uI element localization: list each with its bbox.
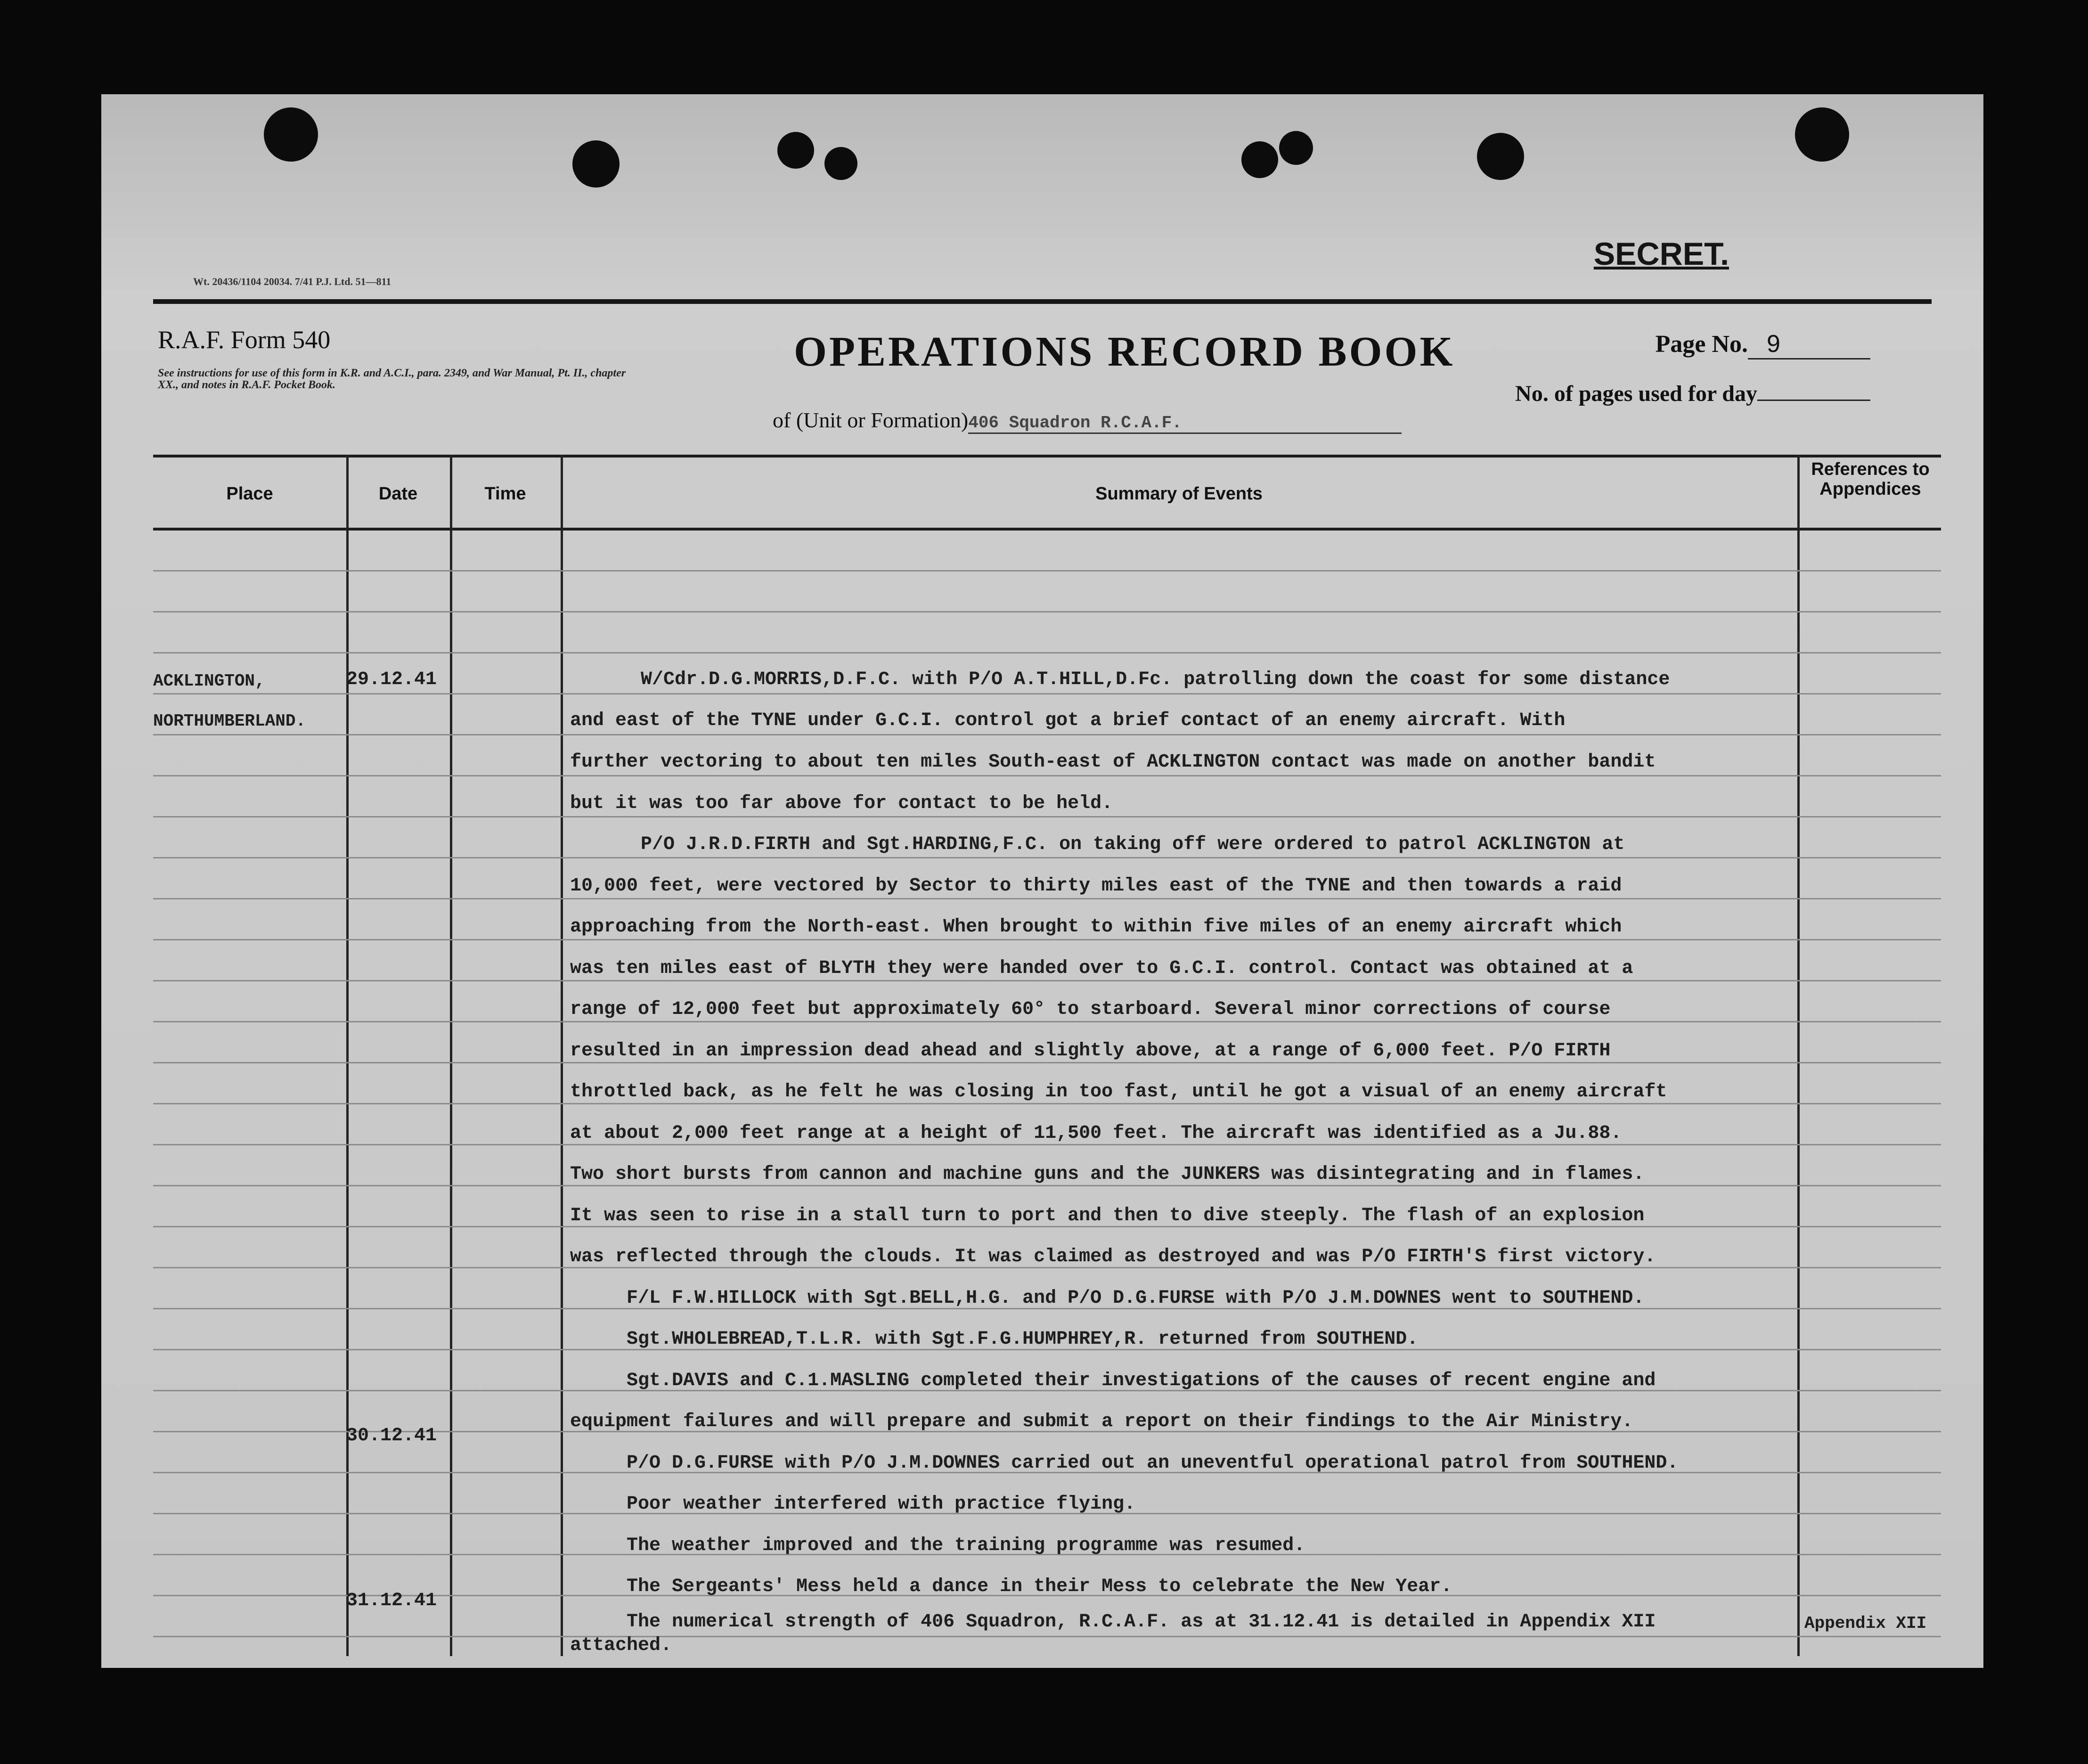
ruled-line [153,980,1941,981]
event-line: further vectoring to about ten miles South-east of ACKLINGTON contact was made on another bandit [570,751,1656,773]
page-title: OPERATIONS RECORD BOOK [794,328,1455,375]
event-line: Two short bursts from cannon and machine guns and the JUNKERS was disintegrating and in flames. [570,1164,1645,1185]
event-line: resulted in an impression dead ahead and slightly above, at a range of 6,000 feet. P/O FIRTH [570,1040,1611,1062]
ruled-line [153,570,1941,572]
ruled-line [153,898,1941,899]
ruled-line [153,1103,1941,1104]
date-entry: 30.12.41 [346,1425,437,1446]
date-entry: 29.12.41 [346,669,437,690]
event-line: Poor weather interfered with practice flying. [627,1494,1136,1515]
punch-hole [777,132,814,169]
event-line: F/L F.W.HILLOCK with Sgt.BELL,H.G. and P/O D.G.FURSE with P/O J.M.DOWNES went to SOUTHEND. [627,1288,1645,1309]
header-top-rule [153,455,1941,457]
event-line: Sgt.WHOLEBREAD,T.L.R. with Sgt.F.G.HUMPHREY,R. returned from SOUTHEND. [627,1329,1419,1350]
event-line: equipment failures and will prepare and submit a report on their findings to the Air Ministry. [570,1411,1633,1432]
event-line: Sgt.DAVIS and C.1.MASLING completed their investigations of the causes of recent engine and [627,1370,1656,1391]
pages-used-value [1757,400,1870,401]
event-line: but it was too far above for contact to be held. [570,793,1113,814]
column-divider [561,455,563,1656]
event-line: P/O J.R.D.FIRTH and Sgt.HARDING,F.C. on taking off were ordered to patrol ACKLINGTON at [641,834,1625,855]
header-bottom-rule [153,528,1941,531]
print-reference: Wt. 20436/1104 20034. 7/41 P.J. Ltd. 51—811 [193,276,392,287]
ruled-line [153,734,1941,735]
record-sheet [101,94,1983,1668]
event-line: throttled back, as he felt he was closing in too fast, until he got a visual of an enemy aircraft [570,1081,1667,1102]
column-divider [1797,455,1800,1656]
column-header-summary: Summary of Events [1095,484,1263,504]
punch-hole [1477,133,1524,180]
event-line: The weather improved and the training programme was resumed. [627,1535,1305,1556]
page-number-label: Page No. [1655,331,1748,358]
classification-stamp: SECRET. [1593,236,1729,272]
punch-hole [824,147,857,180]
event-line: The numerical strength of 406 Squadron, R.C.A.F. as at 31.12.41 is detailed in Appendix XII [627,1611,1656,1633]
pages-used-for-day [1515,381,1870,407]
punch-hole [1795,107,1849,162]
event-line: attached. [570,1635,672,1656]
event-line: and east of the TYNE under G.C.I. control got a brief contact of an enemy aircraft. With [570,710,1566,731]
column-header-place: Place [226,484,273,504]
event-line: range of 12,000 feet but approximately 60° to starboard. Several minor corrections of course [570,999,1611,1020]
column-header-time: Time [484,484,526,504]
event-line: It was seen to rise in a stall turn to port and then to dive steeply. The flash of an explosion [570,1205,1645,1226]
ruled-line [153,1021,1941,1022]
pages-used-label: No. of pages used for day [1515,381,1757,406]
event-line: approaching from the North-east. When brought to within five miles of an enemy aircraft which [570,916,1622,938]
top-rule [153,299,1932,304]
event-line: was ten miles east of BLYTH they were handed over to G.C.I. control. Contact was obtained at a [570,958,1633,979]
ruled-line [153,816,1941,817]
appendix-reference: Appendix XII [1804,1614,1927,1633]
punch-hole [1241,141,1278,178]
date-entry: 31.12.41 [346,1590,437,1611]
ruled-line [153,611,1941,612]
ruled-line [153,1062,1941,1063]
unit-line [773,408,1402,434]
ruled-line [153,939,1941,940]
ruled-line [153,693,1941,694]
event-line: at about 2,000 feet range at a height of 11,500 feet. The aircraft was identified as a Ju.88. [570,1123,1622,1144]
event-line: The Sergeants' Mess held a dance in their Mess to celebrate the New Year. [627,1576,1452,1597]
form-instructions: See instructions for use of this form in K.R. and A.C.I., para. 2349, and War Manual, Pt. II., chapter XX., and notes in R.A.F. Pocket Book. [158,367,626,391]
place-entry: ACKLINGTON, [153,671,265,691]
events-table [153,455,1941,1656]
form-number: R.A.F. Form 540 [158,326,331,354]
event-line: 10,000 feet, were vectored by Sector to thirty miles east of the TYNE and then towards a raid [570,875,1622,897]
punch-hole [264,107,318,162]
punch-hole [1279,131,1313,165]
event-line: W/Cdr.D.G.MORRIS,D.F.C. with P/O A.T.HILL,D.Fc. patrolling down the coast for some distance [641,669,1670,690]
place-entry: NORTHUMBERLAND. [153,711,306,731]
ruled-line [153,652,1941,653]
page-number-value: 9 [1748,330,1870,359]
column-header-date: Date [378,484,418,504]
unit-label: of (Unit or Formation) [773,408,969,432]
page-number [1656,330,1870,359]
event-line: was reflected through the clouds. It was claimed as destroyed and was P/O FIRTH'S first victory. [570,1246,1656,1267]
column-header-references: References to Appendices [1811,459,1930,499]
ruled-line [153,775,1941,776]
column-divider [346,455,349,1656]
column-divider [450,455,452,1656]
ruled-line [153,857,1941,858]
event-line: P/O D.G.FURSE with P/O J.M.DOWNES carried out an uneventful operational patrol from SOUTHEND. [627,1453,1679,1474]
punch-hole [572,140,620,188]
unit-value: 406 Squadron R.C.A.F. [968,413,1402,434]
